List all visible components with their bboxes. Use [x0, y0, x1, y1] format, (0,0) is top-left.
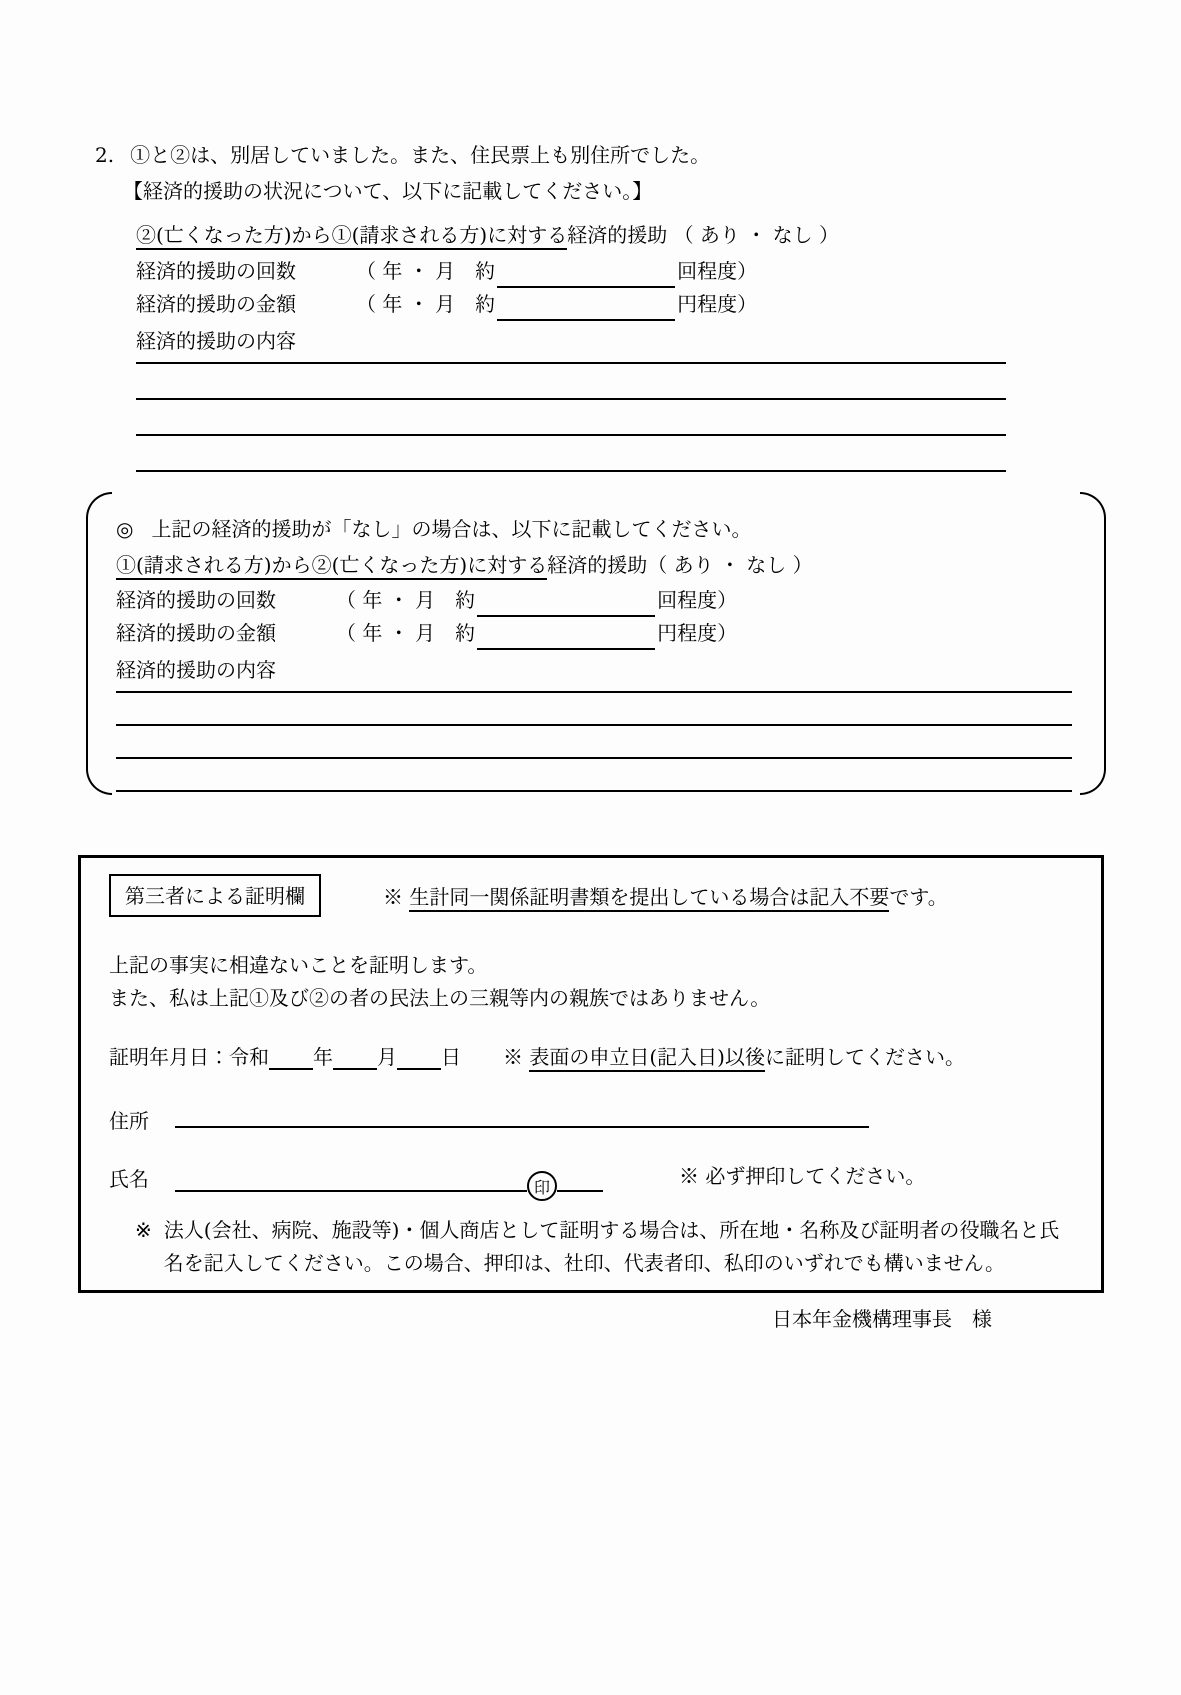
name-row	[109, 1162, 1073, 1197]
ruled-line[interactable]	[116, 726, 1072, 759]
double-circle-marker: ◎	[116, 517, 134, 541]
ruled-line[interactable]	[116, 759, 1072, 792]
ruled-line[interactable]	[136, 400, 1006, 436]
unit-month: 月	[377, 1045, 397, 1069]
aid-content-line[interactable]	[136, 325, 1006, 364]
seal-note: ※ 必ず押印してください。	[679, 1164, 926, 1188]
date-label: 証明年月日：令和	[109, 1045, 269, 1069]
aid-count-input-line[interactable]	[477, 593, 655, 617]
certification-statements	[109, 949, 1073, 1015]
ruled-line[interactable]	[116, 693, 1072, 726]
ruled-line[interactable]	[136, 364, 1006, 400]
header-note-rest: です。	[889, 885, 948, 909]
name-input-line[interactable]	[175, 1168, 527, 1192]
aid-count-label: 経済的援助の回数	[136, 259, 296, 283]
bracket-note	[116, 514, 1072, 544]
certification-date-row	[109, 1041, 1073, 1070]
seal-stamp-icon[interactable]: 印	[527, 1171, 557, 1201]
footnote-text: 法人(会社、病院、施設等)・個人商店として証明する場合は、所在地・名称及び証明者の役職名と氏名を記入してください。この場合、押印は、社印、代表者印、私印のいずれでも構いません。	[163, 1218, 1060, 1275]
aid-heading	[116, 550, 1072, 580]
aid-heading-underlined: ②(亡くなった方)から①(請求される方)に対する	[136, 223, 567, 250]
aid-count-row	[116, 584, 1072, 617]
aid-amount-input-line[interactable]	[497, 297, 675, 321]
aid-heading-underlined: ①(請求される方)から②(亡くなった方)に対する	[116, 553, 547, 580]
aid-count-prefix: （ 年 ・ 月 約	[336, 588, 476, 612]
aid-amount-input-line[interactable]	[477, 626, 655, 650]
asterisk-marker: ※	[135, 1218, 152, 1242]
section-2-instruction: 【経済的援助の状況について、以下に記載してください。】	[123, 179, 653, 203]
aid-amount-label: 経済的援助の金額	[136, 292, 296, 316]
unit-day: 日	[441, 1045, 461, 1069]
name-input-line-end[interactable]	[557, 1168, 603, 1192]
aid-count-suffix: 回程度）	[677, 259, 758, 283]
unit-year: 年	[313, 1045, 333, 1069]
aid-amount-row	[116, 617, 1072, 650]
year-input-line[interactable]	[269, 1046, 313, 1070]
certification-header-note	[383, 881, 948, 910]
addressee: 日本年金機構理事長 様	[772, 1307, 992, 1331]
aid-amount-suffix: 円程度）	[657, 621, 738, 645]
aid-count-prefix: （ 年 ・ 月 約	[356, 259, 496, 283]
aid-count-row	[136, 255, 1006, 288]
bracket-enclosure	[86, 492, 1106, 795]
aid-amount-prefix: （ 年 ・ 月 約	[356, 292, 496, 316]
certification-title: 第三者による証明欄	[109, 874, 321, 917]
aid-content-label: 経済的援助の内容	[136, 329, 296, 353]
statement-1: 上記の事実に相違ないことを証明します。	[109, 953, 488, 977]
address-row	[109, 1104, 1073, 1134]
aid-amount-label: 経済的援助の金額	[116, 621, 276, 645]
ruled-line[interactable]	[136, 436, 1006, 472]
bracket-left-edge	[86, 492, 112, 795]
aid-heading-rest: 経済的援助	[547, 553, 648, 577]
month-input-line[interactable]	[333, 1046, 377, 1070]
bracket-right-edge	[1080, 492, 1106, 795]
section-2-statement: ①と②は、別居していました。また、住民票上も別住所でした。	[130, 143, 711, 167]
third-party-certification-box	[78, 855, 1104, 1293]
aid-heading	[136, 220, 1006, 250]
aid-content-label: 経済的援助の内容	[116, 658, 276, 682]
asterisk-marker: ※	[503, 1045, 530, 1069]
aid-amount-row	[136, 288, 1006, 321]
aid-amount-suffix: 円程度）	[677, 292, 758, 316]
day-input-line[interactable]	[397, 1046, 441, 1070]
address-label: 住所	[109, 1109, 149, 1133]
aid-heading-rest: 経済的援助	[567, 223, 668, 247]
section-2-number: 2.	[95, 143, 115, 167]
aid-amount-prefix: （ 年 ・ 月 約	[336, 621, 476, 645]
date-note-underlined: 表面の申立日(記入日)以後	[529, 1045, 765, 1072]
section-2	[95, 140, 710, 206]
aid-content-line[interactable]	[116, 654, 1072, 693]
statement-2: また、私は上記①及び②の者の民法上の三親等内の親族ではありません。	[109, 986, 771, 1010]
bracket-note-text: 上記の経済的援助が「なし」の場合は、以下に記載してください。	[151, 517, 752, 541]
name-label: 氏名	[109, 1167, 149, 1191]
address-input-line[interactable]	[175, 1104, 869, 1128]
aid-count-input-line[interactable]	[497, 264, 675, 288]
aid-count-suffix: 回程度）	[657, 588, 738, 612]
date-note-rest: に証明してください。	[764, 1045, 965, 1069]
certification-header	[109, 874, 1073, 917]
asterisk-marker: ※	[383, 885, 410, 909]
certification-footnote	[109, 1214, 1073, 1280]
aid-count-label: 経済的援助の回数	[116, 588, 276, 612]
aid-block-deceased-to-claimant	[136, 220, 1006, 472]
ari-nashi-choice[interactable]: （ あり ・ なし ）	[647, 553, 813, 577]
ari-nashi-choice[interactable]: （ あり ・ なし ）	[673, 223, 840, 247]
date-note	[503, 1041, 965, 1070]
header-note-underlined: 生計同一関係証明書類を提出している場合は記入不要	[409, 885, 889, 912]
aid-block-claimant-to-deceased	[116, 514, 1072, 792]
